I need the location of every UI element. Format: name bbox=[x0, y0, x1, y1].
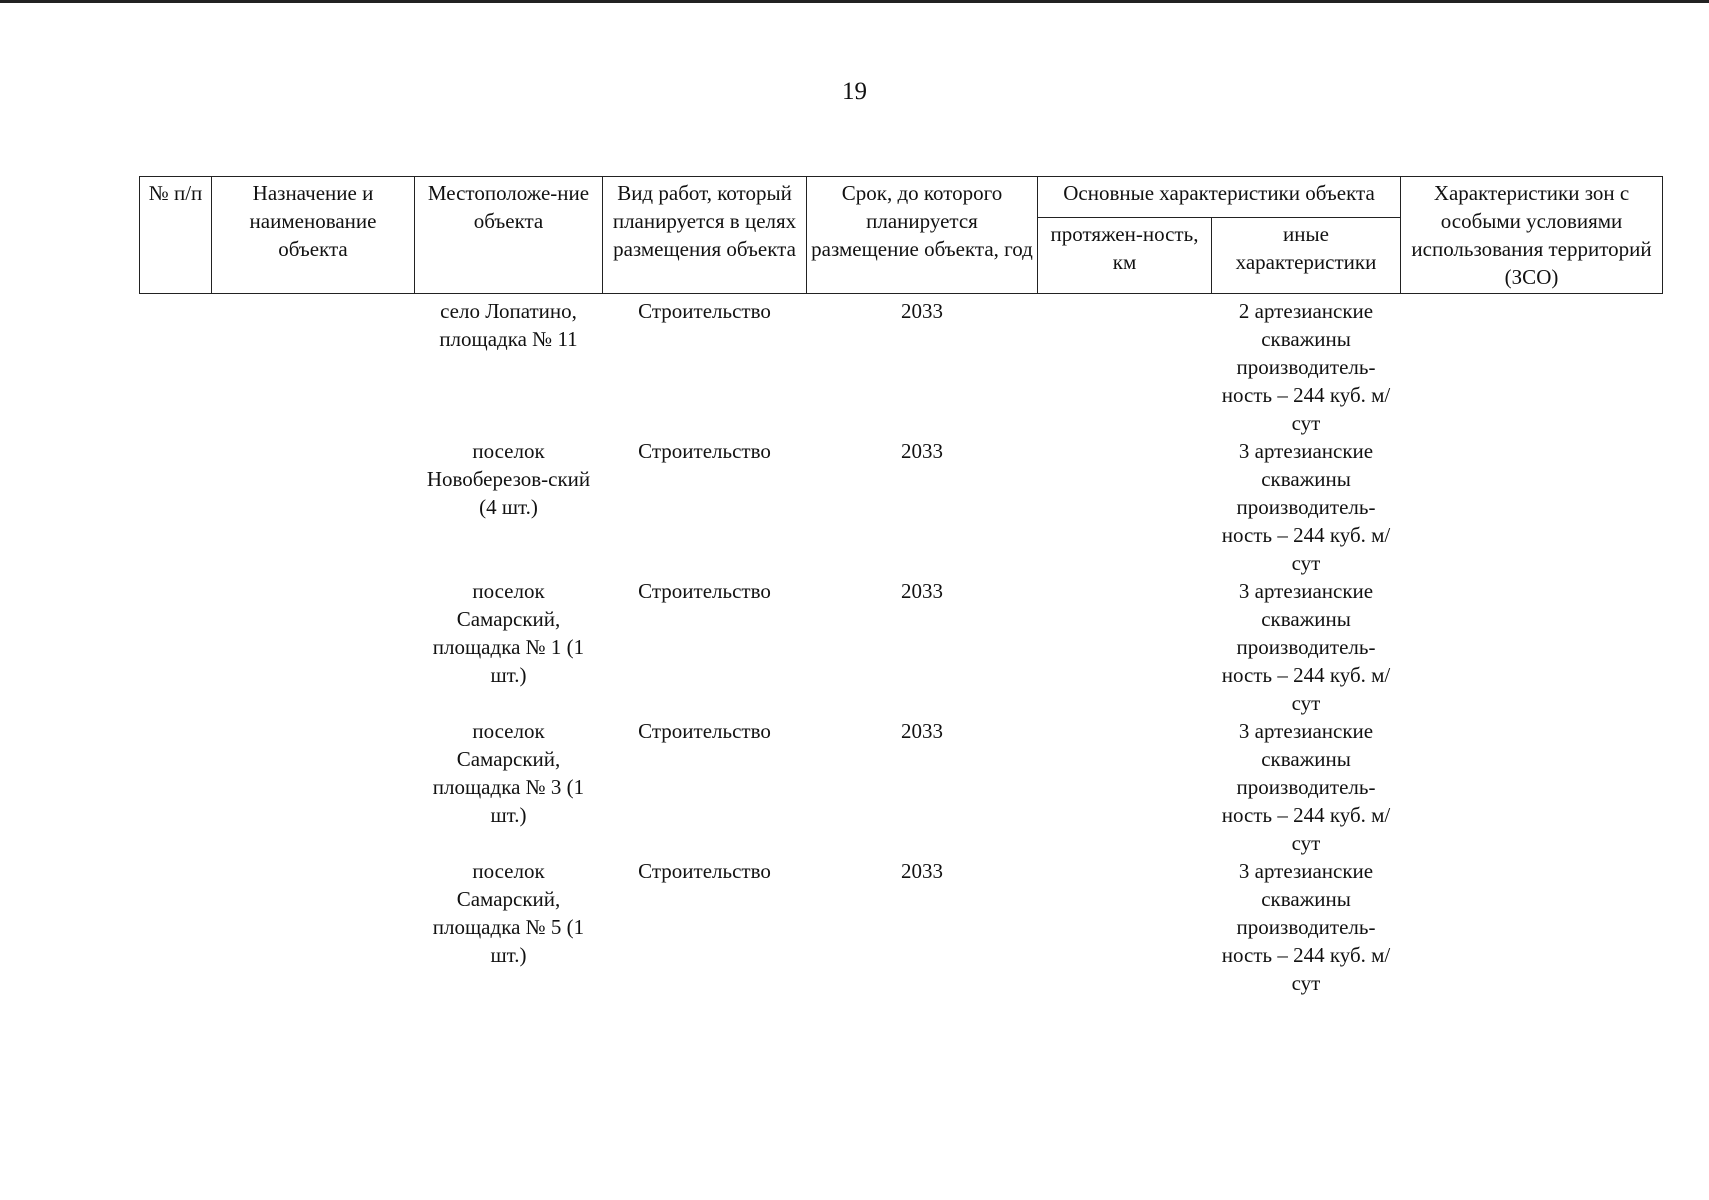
table-row bbox=[140, 717, 1663, 857]
cell-length bbox=[1038, 717, 1212, 857]
cell-length bbox=[1038, 577, 1212, 717]
cell-deadline: 2033 bbox=[901, 579, 943, 603]
header-work-type: Вид работ, который планируется в целях размещения объекта bbox=[603, 177, 807, 294]
cell-zso bbox=[1401, 294, 1663, 438]
cell-num bbox=[140, 857, 212, 997]
cell-other-characteristics: 3 артезианские скважины производитель-ность – 244 куб. м/сут bbox=[1221, 439, 1391, 575]
header-purpose: Назначение и наименование объекта bbox=[212, 177, 415, 294]
cell-other-characteristics: 3 артезианские скважины производитель-ность – 244 куб. м/сут bbox=[1221, 719, 1391, 855]
cell-zso bbox=[1401, 717, 1663, 857]
cell-location: поселок Самарский, площадка № 3 (1 шт.) bbox=[432, 719, 585, 827]
cell-location: поселок Самарский, площадка № 5 (1 шт.) bbox=[432, 859, 585, 967]
cell-location: поселок Самарский, площадка № 1 (1 шт.) bbox=[432, 579, 585, 687]
cell-deadline: 2033 bbox=[901, 859, 943, 883]
cell-deadline: 2033 bbox=[901, 719, 943, 743]
cell-zso bbox=[1401, 577, 1663, 717]
table-row bbox=[140, 437, 1663, 577]
cell-other-characteristics: 3 артезианские скважины производитель-ность – 244 куб. м/сут bbox=[1221, 579, 1391, 715]
cell-zso bbox=[1401, 437, 1663, 577]
cell-work-type: Строительство bbox=[638, 859, 771, 883]
cell-num bbox=[140, 717, 212, 857]
cell-num bbox=[140, 437, 212, 577]
table-row bbox=[140, 857, 1663, 997]
cell-work-type: Строительство bbox=[638, 439, 771, 463]
cell-length bbox=[1038, 857, 1212, 997]
cell-length bbox=[1038, 294, 1212, 438]
cell-work-type: Строительство bbox=[638, 299, 771, 323]
cell-deadline: 2033 bbox=[901, 299, 943, 323]
cell-num bbox=[140, 577, 212, 717]
cell-purpose bbox=[212, 857, 415, 997]
top-border-rule bbox=[0, 0, 1709, 3]
cell-deadline: 2033 bbox=[901, 439, 943, 463]
header-length: протяжен-ность, км bbox=[1038, 218, 1212, 294]
cell-location: поселок Новоберезов-ский (4 шт.) bbox=[426, 439, 591, 519]
cell-other-characteristics: 2 артезианские скважины производитель-ность – 244 куб. м/сут bbox=[1221, 299, 1391, 435]
page-number: 19 bbox=[842, 78, 867, 105]
header-other-characteristics: иные характеристики bbox=[1212, 218, 1401, 294]
header-deadline: Срок, до которого планируется размещение объекта, год bbox=[807, 177, 1038, 294]
table-row bbox=[140, 577, 1663, 717]
cell-purpose bbox=[212, 437, 415, 577]
table-row bbox=[140, 294, 1663, 438]
header-location: Местоположе-ние объекта bbox=[415, 177, 603, 294]
cell-work-type: Строительство bbox=[638, 579, 771, 603]
cell-length bbox=[1038, 437, 1212, 577]
cell-zso bbox=[1401, 857, 1663, 997]
cell-num bbox=[140, 294, 212, 438]
cell-purpose bbox=[212, 577, 415, 717]
cell-purpose bbox=[212, 717, 415, 857]
header-zso: Характеристики зон с особыми условиями использования территорий (ЗСО) bbox=[1401, 177, 1663, 294]
header-num: № п/п bbox=[140, 177, 212, 294]
header-main-characteristics: Основные характеристики объекта bbox=[1038, 177, 1401, 218]
cell-other-characteristics: 3 артезианские скважины производитель-ность – 244 куб. м/сут bbox=[1221, 859, 1391, 995]
cell-work-type: Строительство bbox=[638, 719, 771, 743]
cell-purpose bbox=[212, 294, 415, 438]
planning-table bbox=[139, 176, 1663, 997]
cell-location: село Лопатино, площадка № 11 bbox=[439, 299, 578, 351]
